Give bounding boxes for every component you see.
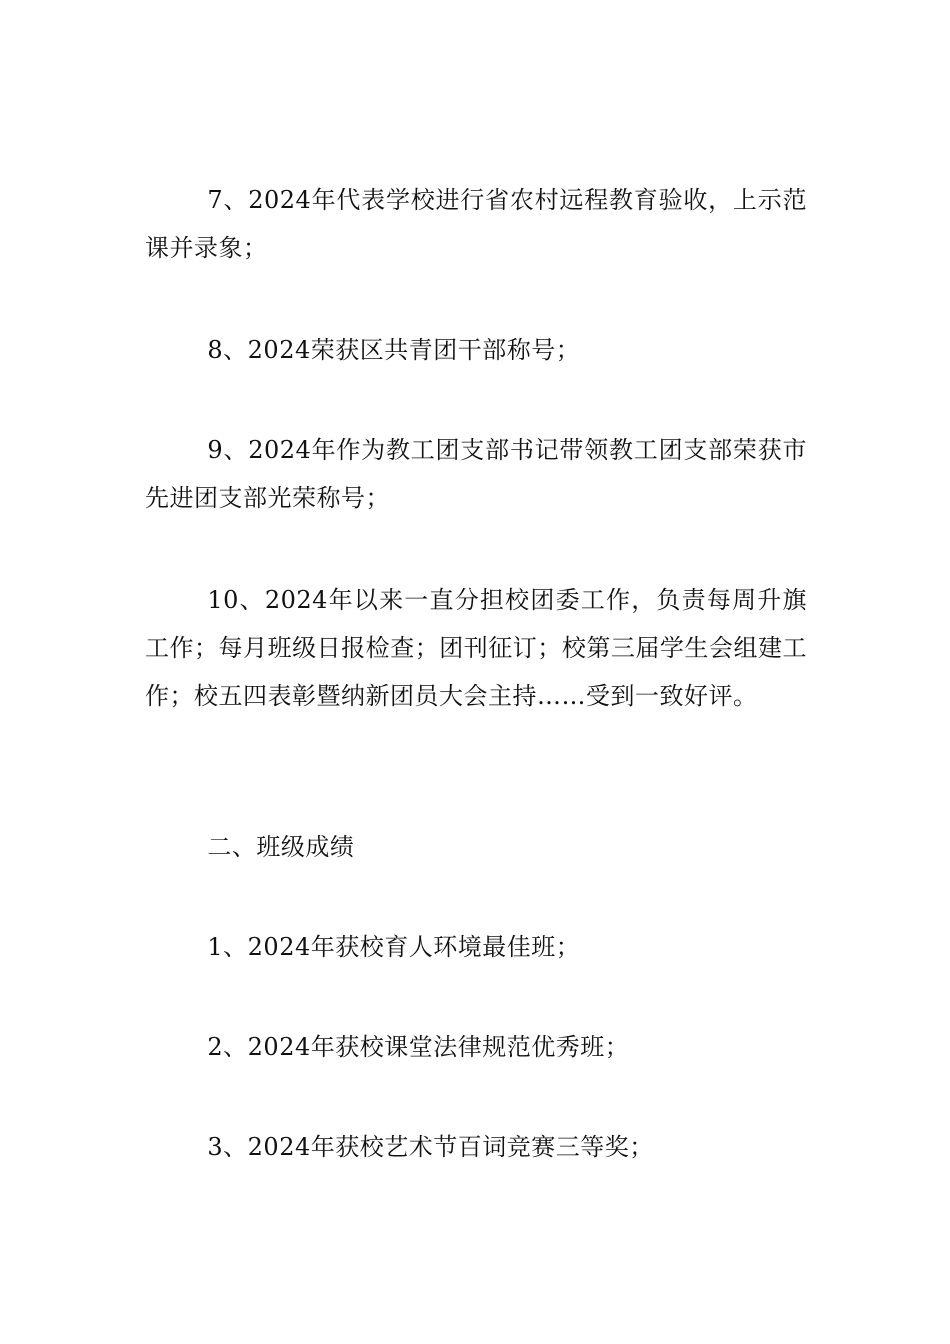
paragraph-item-9: 9、2024年作为教工团支部书记带领教工团支部荣获市先进团支部光荣称号； [145, 436, 807, 512]
paragraph-class-item-3: 3、2024年获校艺术节百词竞赛三等奖； [207, 1133, 654, 1161]
paragraph-item-7: 7、2024年代表学校进行省农村远程教育验收，上示范课并录象； [145, 186, 807, 262]
paragraph-class-item-2: 2、2024年获校课堂法律规范优秀班； [207, 1033, 630, 1061]
paragraph-class-item-1: 1、2024年获校育人环境最佳班； [207, 933, 581, 961]
section-heading-class-achievements: 二、班级成绩 [207, 833, 355, 861]
paragraph-item-8: 8、2024荣获区共青团干部称号； [207, 336, 581, 364]
paragraph-item-10: 10、2024年以来一直分担校团委工作，负责每周升旗工作；每月班级日报检查；团刊征订；校第三届学生会组建工作；校五四表彰暨纳新团员大会主持……受到一致好评。 [145, 586, 807, 710]
